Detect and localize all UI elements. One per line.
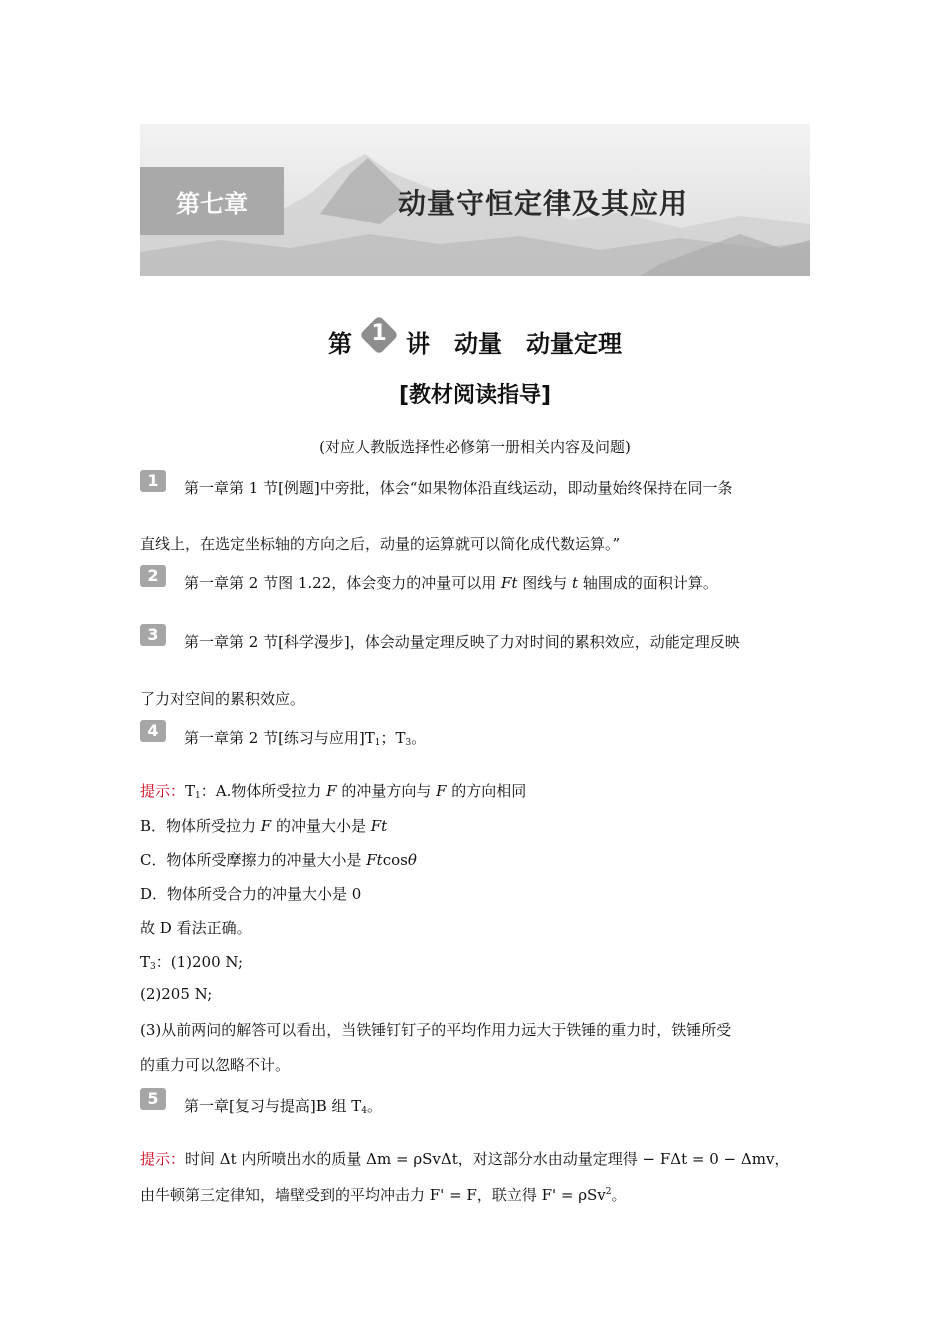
hint-4-line-5: 故 D 看法正确。 (140, 919, 252, 937)
section-title: [教材阅读指导] (398, 383, 552, 408)
hint-4-line-8: (3)从前两问的解答可以看出，当铁锤钉钉子的平均作用力远大于铁锤的重力时，铁锤所受 (140, 1021, 732, 1039)
lecture-topic-2: 动量定理 (526, 329, 622, 358)
item-number-badge: 2 (140, 565, 166, 587)
item-1-line-2: 直线上，在选定坐标轴的方向之后，动量的运算就可以简化成代数运算。” (140, 535, 621, 553)
hint-4-line-9: 的重力可以忽略不计。 (140, 1056, 291, 1074)
item-number-badge: 4 (140, 720, 166, 742)
lecture-prefix: 第 (328, 329, 352, 358)
hint-5-line-1: 提示：时间 Δt 内所喷出水的质量 Δm = ρSvΔt，对这部分水由动量定理得 − FΔt = 0 − Δmv， (140, 1150, 790, 1168)
hint-label: 提示： (140, 782, 186, 800)
hint-4-line-3: C．物体所受摩擦力的冲量大小是 Ftcosθ (140, 851, 417, 869)
hint-5-line-2: 由牛顿第三定律知，墙壁受到的平均冲击力 F' = F，联立得 F' = ρSv$^2$。 (140, 1186, 627, 1204)
item-2-text: 第一章第 2 节图 1.22，体会变力的冲量可以用 Ft 图线与 t 轴围成的面积计算。 (184, 574, 718, 592)
item-3-line-1: 第一章第 2 节[科学漫步]，体会动量定理反映了力对时间的累积效应，动能定理反映 (184, 633, 740, 651)
hint-label: 提示： (140, 1150, 186, 1168)
item-number-badge: 5 (140, 1088, 166, 1110)
chapter-label: 第七章 (140, 167, 284, 235)
lecture-suffix: 讲 (406, 329, 430, 358)
lecture-title (0, 318, 950, 364)
hint-4-line-7: (2)205 N; (140, 985, 213, 1003)
subtitle: (对应人教版选择性必修第一册相关内容及问题) (319, 438, 631, 456)
hint-4-line-6: $T_3$：(1)200 N; (140, 953, 244, 972)
chapter-title: 动量守恒定律及其应用 (398, 187, 689, 220)
item-5-text: 第一章[复习与提高]B 组 $T_4$。 (184, 1097, 383, 1116)
item-number-badge: 1 (140, 470, 166, 492)
item-number-badge: 3 (140, 624, 166, 646)
chapter-banner (140, 124, 810, 276)
lecture-topic-1: 动量 (454, 329, 502, 358)
hint-4-line-1: 提示：$T_1$：A.物体所受拉力 F 的冲量方向与 F 的方向相同 (140, 782, 527, 801)
lecture-number-badge (356, 312, 402, 358)
item-1-line-1: 第一章第 1 节[例题]中旁批，体会“如果物体沿直线运动，即动量始终保持在同一条 (184, 479, 733, 497)
lecture-number: 1 (371, 321, 387, 346)
item-4-text: 第一章第 2 节[练习与应用]$T_1$；$T_3$。 (184, 729, 427, 748)
hint-4-line-2: B．物体所受拉力 F 的冲量大小是 Ft (140, 817, 388, 835)
hint-4-line-4: D．物体所受合力的冲量大小是 0 (140, 885, 362, 903)
item-3-line-2: 了力对空间的累积效应。 (140, 690, 306, 708)
